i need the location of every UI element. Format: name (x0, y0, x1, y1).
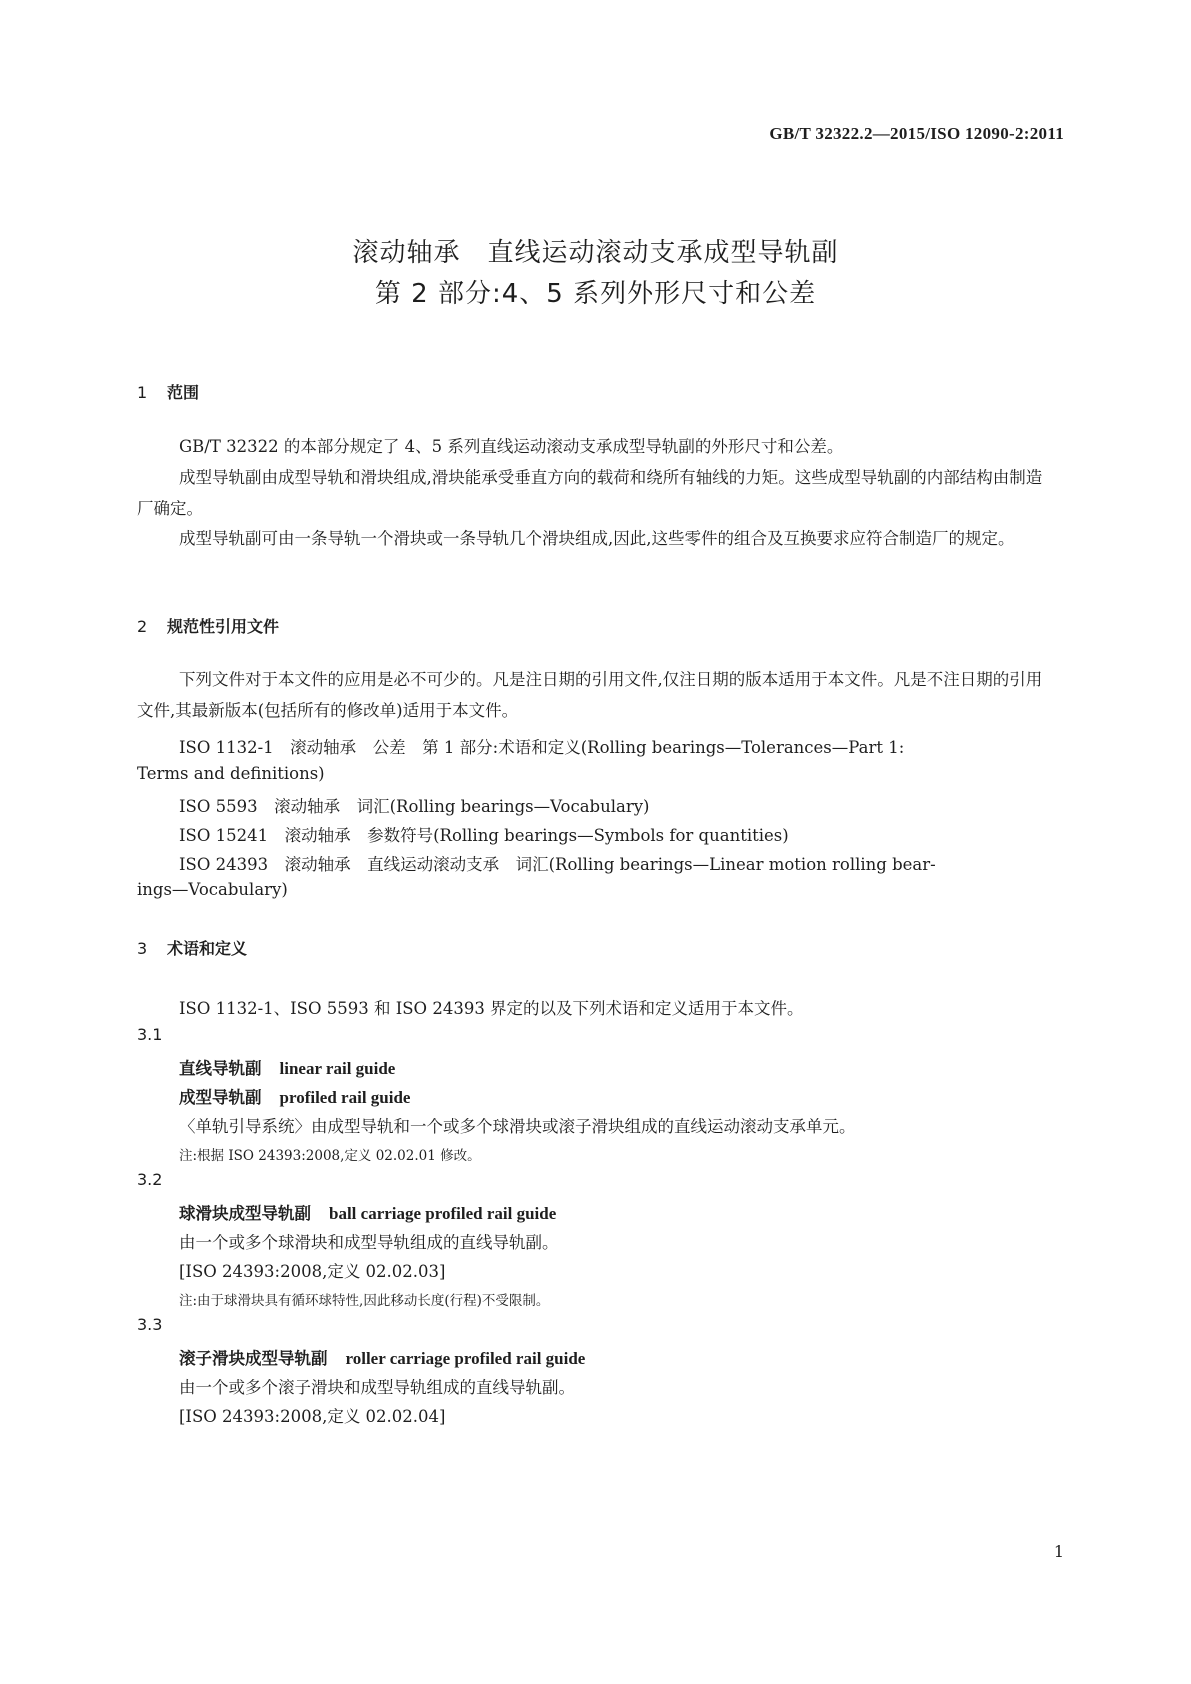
term-number: 3.1 (137, 1025, 163, 1044)
reference-item: ISO 24393 滚动轴承 直线运动滚动支承 词汇(Rolling bearings—Linear motion rolling bear- (179, 855, 936, 874)
paragraph: 成型导轨副由成型导轨和滑块组成,滑块能承受垂直方向的载荷和绕所有轴线的力矩。这些成型导轨副的内部结构由制造厂确定。 (137, 468, 1043, 518)
section-title: 范围 (167, 383, 200, 402)
term-en: profiled rail guide (279, 1088, 411, 1107)
term-heading (179, 1345, 585, 1369)
reference-item: ISO 5593 滚动轴承 词汇(Rolling bearings—Vocabulary) (179, 797, 650, 816)
section-title: 术语和定义 (167, 939, 248, 958)
term-heading (179, 1200, 556, 1224)
reference-item-continuation: ings—Vocabulary) (137, 880, 288, 899)
section-number: 2 (137, 617, 148, 636)
paragraph: 下列文件对于本文件的应用是必不可少的。凡是注日期的引用文件,仅注日期的版本适用于本文件。凡是不注日期的引用文件,其最新版本(包括所有的修改单)适用于本文件。 (137, 670, 1043, 720)
term-zh: 滚子滑块成型导轨副 (179, 1349, 328, 1368)
document-title-line2: 第 2 部分:4、5 系列外形尺寸和公差 (374, 279, 817, 309)
term-en: linear rail guide (279, 1059, 396, 1078)
paragraph: GB/T 32322 的本部分规定了 4、5 系列直线运动滚动支承成型导轨副的外形尺寸和公差。 (179, 437, 844, 456)
term-number: 3.3 (137, 1315, 163, 1334)
page-number: 1 (1053, 1542, 1064, 1561)
document-title-line1: 滚动轴承 直线运动滚动支承成型导轨副 (352, 238, 839, 268)
term-number: 3.2 (137, 1170, 163, 1189)
term-definition: 〈单轨引导系统〉由成型导轨和一个或多个球滑块或滚子滑块组成的直线运动滚动支承单元。 (179, 1117, 856, 1136)
paragraph: ISO 1132-1、ISO 5593 和 ISO 24393 界定的以及下列术语和定义适用于本文件。 (179, 999, 804, 1018)
section-3-heading (137, 936, 247, 959)
term-en: roller carriage profiled rail guide (345, 1349, 586, 1368)
reference-item: ISO 1132-1 滚动轴承 公差 第 1 部分:术语和定义(Rolling bearings—Tolerances—Part 1: (179, 738, 905, 757)
term-source: [ISO 24393:2008,定义 02.02.04] (179, 1407, 446, 1426)
section-2-heading (137, 614, 279, 637)
term-definition: 由一个或多个滚子滑块和成型导轨组成的直线导轨副。 (179, 1378, 575, 1397)
term-source: [ISO 24393:2008,定义 02.02.03] (179, 1262, 446, 1281)
term-definition: 由一个或多个球滑块和成型导轨组成的直线导轨副。 (179, 1233, 559, 1252)
paragraph: 成型导轨副可由一条导轨一个滑块或一条导轨几个滑块组成,因此,这些零件的组合及互换要求应符合制造厂的规定。 (179, 529, 1015, 548)
term-heading (179, 1055, 395, 1079)
section-1-heading (137, 380, 199, 403)
standard-code: GB/T 32322.2—2015/ISO 12090-2:2011 (769, 124, 1064, 143)
reference-item: ISO 15241 滚动轴承 参数符号(Rolling bearings—Symbols for quantities) (179, 826, 789, 845)
term-zh: 成型导轨副 (179, 1088, 262, 1107)
section-number: 3 (137, 939, 148, 958)
term-en: ball carriage profiled rail guide (329, 1204, 557, 1223)
reference-item-continuation: Terms and definitions) (137, 764, 325, 783)
term-zh: 直线导轨副 (179, 1059, 262, 1078)
term-zh: 球滑块成型导轨副 (179, 1204, 311, 1223)
term-note: 注:根据 ISO 24393:2008,定义 02.02.01 修改。 (179, 1148, 481, 1164)
term-heading (179, 1084, 410, 1108)
section-number: 1 (137, 383, 148, 402)
term-note: 注:由于球滑块具有循环球特性,因此移动长度(行程)不受限制。 (179, 1293, 550, 1309)
section-title: 规范性引用文件 (167, 617, 280, 636)
